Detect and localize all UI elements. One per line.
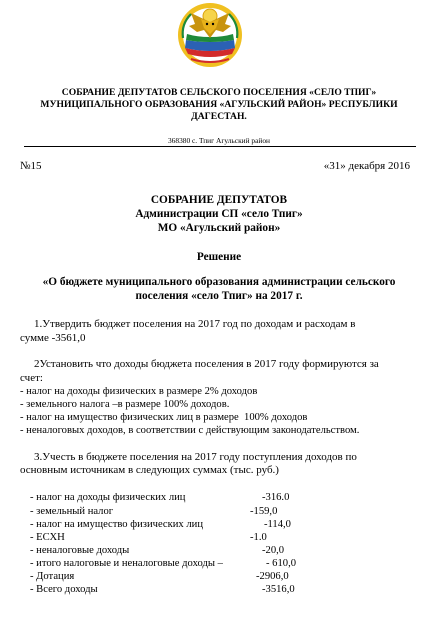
amount-row-label: - итого налоговые и неналоговые доходы –	[30, 558, 223, 569]
amount-row-label: - налог на имущество физических лиц	[30, 519, 204, 530]
amount-row-value: -114,0	[264, 519, 291, 530]
paragraph-3-line-1: 3.Учесть в бюджете поселения на 2017 году поступления доходов по	[34, 451, 357, 463]
header-line-3: ДАГЕСТАН.	[191, 111, 247, 122]
amount-row-value: -2906,0	[256, 571, 289, 582]
paragraph-2-line-1: 2Установить что доходы бюджета поселения в 2017 году формируются за	[34, 358, 379, 370]
paragraph-3-line-2: основным источникам в следующих суммах (тыс. руб.)	[20, 464, 279, 476]
address-line: 368380 с. Тпиг Агульский район	[167, 136, 271, 145]
amount-row-label: - неналоговые доходы	[30, 545, 130, 556]
document-number: №15	[20, 160, 42, 172]
header-line-1: СОБРАНИЕ ДЕПУТАТОВ СЕЛЬСКОГО ПОСЕЛЕНИЯ «СЕЛО ТПИГ»	[61, 87, 377, 98]
income-source-item: - земельного налога –в размере 100% доходов.	[20, 399, 230, 410]
amount-row-label: - налог на доходы физических лиц	[30, 492, 186, 503]
amount-row-value: -1.0	[250, 532, 267, 543]
decision-title-line-2: поселения «село Тпиг» на 2017 г.	[135, 290, 303, 302]
coat-of-arms-emblem	[177, 2, 243, 68]
amount-row-label: - ЕСХН	[30, 532, 65, 543]
amount-row-label: - земельный налог	[30, 506, 114, 517]
paragraph-1-line-1: 1.Утвердить бюджет поселения на 2017 год по доходам и расходам в	[34, 318, 356, 330]
income-source-item: - налог на доходы физических в размере 2% доходов	[20, 386, 258, 397]
amount-row-value: - 610,0	[266, 558, 297, 569]
paragraph-2-line-2: счет:	[20, 372, 43, 384]
amount-row-value: -3516,0	[262, 584, 295, 595]
header-divider	[24, 146, 416, 147]
decision-heading: Решение	[196, 251, 242, 263]
amount-row-value: -20,0	[262, 545, 285, 556]
header-line-2: МУНИЦИПАЛЬНОГО ОБРАЗОВАНИЯ «АГУЛЬСКИЙ РАЙОН» РЕСПУБЛИКИ	[40, 99, 398, 110]
amount-row-label: - Всего доходы	[30, 584, 98, 595]
issuer-line-2: Администрации СП «село Тпиг»	[135, 208, 303, 220]
document-date: «31» декабря 2016	[323, 160, 410, 172]
income-source-item: - налог на имущество физических лиц в размере 100% доходов	[20, 412, 308, 423]
amount-row-value: -316.0	[262, 492, 290, 503]
income-source-item: - неналоговых доходов, в соответствии с действующим законодательством.	[20, 425, 360, 436]
paragraph-1-line-2: сумме -3561,0	[20, 332, 86, 344]
amount-row-value: -159,0	[250, 506, 278, 517]
decision-title-line-1: «О бюджете муниципального образования администрации сельского	[42, 276, 396, 288]
amount-row-label: - Дотация	[30, 571, 75, 582]
issuer-line-1: СОБРАНИЕ ДЕПУТАТОВ	[150, 194, 288, 206]
issuer-line-3: МО «Агульский район»	[157, 222, 281, 234]
